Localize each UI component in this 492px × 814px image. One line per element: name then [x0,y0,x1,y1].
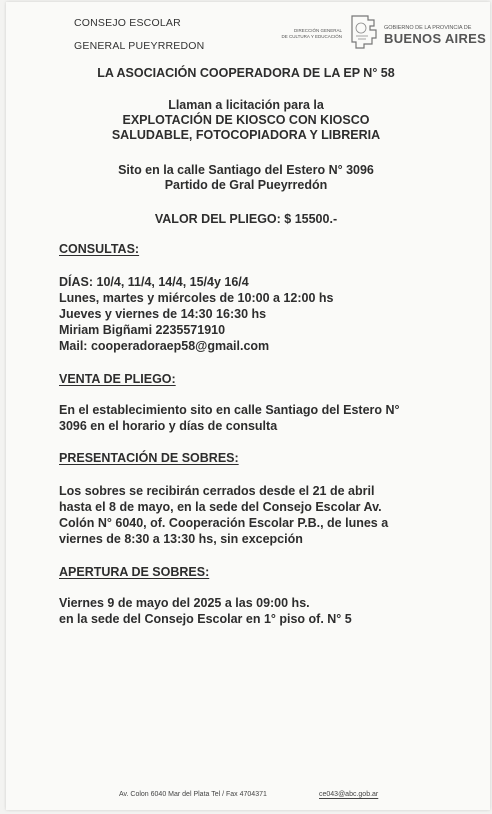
presentacion-line-3: Colón N° 6040, of. Cooperación Escolar P.B., de lunes a [59,516,389,530]
presentacion-line-4: viernes de 8:30 a 13:30 hs, sin excepción [59,532,303,546]
footer-address: Av. Colon 6040 Mar del Plata Tel / Fax 4704371 [119,791,267,798]
venta-line-2: 3096 en el horario y días de consulta [59,419,278,433]
price-line: VALOR DEL PLIEGO: $ 15500.- [154,212,338,226]
intro-line-1: Llaman a licitación para la [168,98,324,112]
apertura-heading: APERTURA DE SOBRES: [59,565,210,579]
org-name-line1: CONSEJO ESCOLAR [74,17,181,29]
school-council-header [74,12,204,58]
consultas-line-5: Mail: cooperadoraep58@gmail.com [59,339,270,353]
dgce-label [278,28,342,39]
venta-line-1: En el establecimiento sito en calle Santiago del Estero N° [59,403,400,417]
location-line-2: Partido de Gral Pueyrredón [164,178,328,192]
intro-line-3: SALUDABLE, FOTOCOPIADORA Y LIBRERIA [111,128,381,142]
presentacion-heading: PRESENTACIÓN DE SOBRES: [59,451,239,465]
intro-line-2: EXPLOTACIÓN DE KIOSCO CON KIOSCO [122,113,370,127]
document-title: LA ASOCIACIÓN COOPERADORA DE LA EP N° 58 [97,66,395,80]
consultas-line-3: Jueves y viernes de 14:30 16:30 hs [59,307,267,321]
presentacion-line-1: Los sobres se recibirán cerrados desde el 21 de abril [59,484,375,498]
dgce-line2: DE CULTURA Y EDUCACIÓN [281,33,342,39]
location-line-1: Sito en la calle Santiago del Estero N° 3096 [118,163,374,177]
consultas-heading: CONSULTAS: [59,242,140,256]
consultas-line-2: Lunes, martes y miércoles de 10:00 a 12:00 hs [59,291,334,305]
government-logo [278,14,487,54]
apertura-line-1: Viernes 9 de mayo del 2025 a las 09:00 hs. [59,596,310,610]
consultas-line-4: Miriam Bigñami 2235571910 [59,323,226,337]
gov-label-small: GOBIERNO DE LA PROVINCIA DE [384,25,472,31]
apertura-line-2: en la sede del Consejo Escolar en 1° piso of. N° 5 [59,612,352,626]
province-seal-icon [348,14,380,50]
presentacion-line-2: hasta el 8 de mayo, en la sede del Consejo Escolar Av. [59,500,382,514]
consultas-line-1: DÍAS: 10/4, 11/4, 14/4, 15/4y 16/4 [59,275,249,289]
venta-heading: VENTA DE PLIEGO: [59,372,176,386]
gov-label-big: BUENOS AIRES [384,31,487,46]
footer-email: ce043@abc.gob.ar [319,791,379,798]
org-name-line2: GENERAL PUEYRREDON [74,40,205,52]
dgce-line1: DIRECCIÓN GENERAL [293,28,342,33]
